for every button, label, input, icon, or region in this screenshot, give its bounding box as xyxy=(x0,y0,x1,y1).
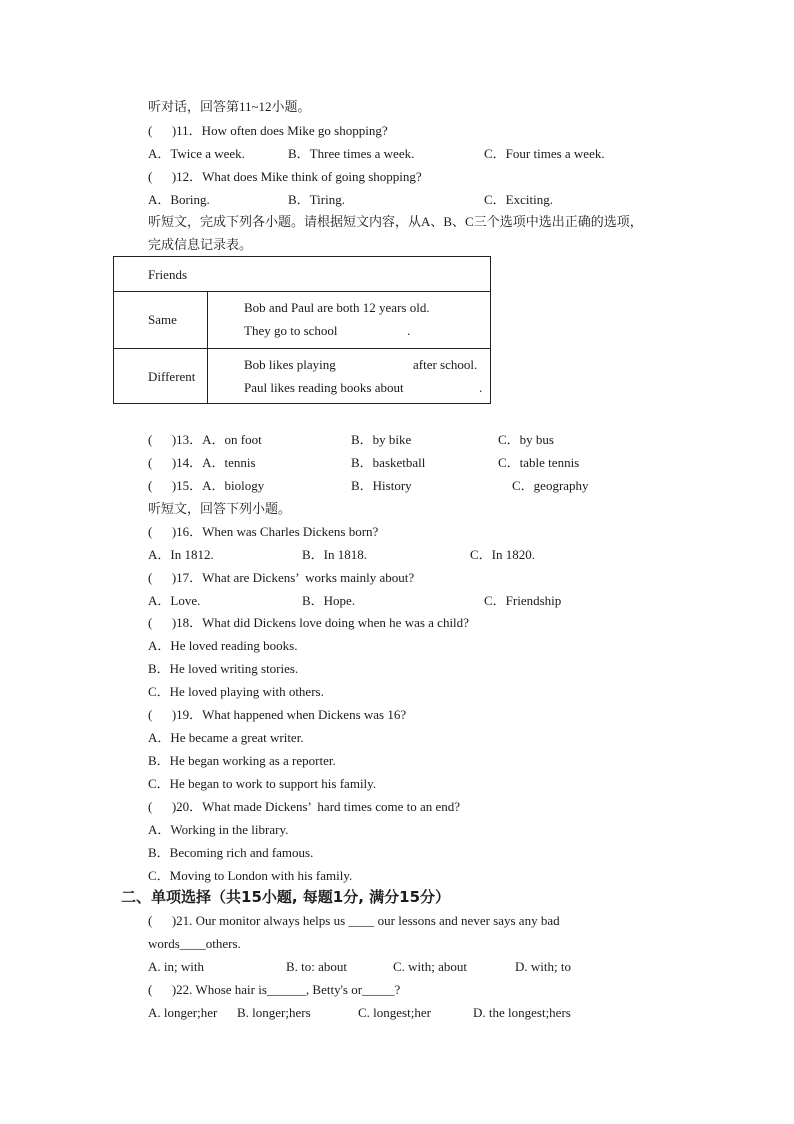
option-c: C．He began to work to support his family. xyxy=(148,776,377,791)
question-stem: ( )11．How often does Mike go shopping? xyxy=(148,123,388,138)
question-stem: ( )15．A．biology xyxy=(148,478,265,493)
table-divider xyxy=(114,291,490,292)
option-c: C. with; about xyxy=(393,959,468,974)
option-b: B. to: about xyxy=(286,959,348,974)
question-stem: ( )16．When was Charles Dickens born? xyxy=(148,524,379,539)
option-b: B．He loved writing stories. xyxy=(148,661,299,676)
answer-blank[interactable] xyxy=(350,337,406,338)
section-intro: 听短文，完成下列各小题。请根据短文内容，从A、B、C三个选项中选出正确的选项， xyxy=(148,214,643,229)
question-stem: ( )20．What made Dickens’ hard times come to an end? xyxy=(148,799,461,814)
option-a: A. longer;her xyxy=(148,1005,218,1020)
option-c: C．Exciting. xyxy=(484,192,553,207)
option-c: C．Four times a week. xyxy=(484,146,605,161)
option-a: A．Love. xyxy=(148,593,201,608)
option-c: C．Moving to London with his family. xyxy=(148,868,353,883)
table-cell-end: . xyxy=(479,380,483,395)
option-a: A. in; with xyxy=(148,959,204,974)
question-stem: ( )18．What did Dickens love doing when he was a child? xyxy=(148,615,469,630)
table-cell: Paul likes reading books about xyxy=(244,380,404,395)
option-a: A．He loved reading books. xyxy=(148,638,298,653)
option-c: C．by bus xyxy=(498,432,554,447)
table-cell: Bob and Paul are both 12 years old. xyxy=(244,300,430,315)
option-b: B．basketball xyxy=(351,455,426,470)
option-d: D. the longest;hers xyxy=(473,1005,571,1020)
table-cell: Bob likes playing xyxy=(244,357,336,372)
option-b: B．In 1818. xyxy=(302,547,368,562)
question-stem: ( )19．What happened when Dickens was 16? xyxy=(148,707,407,722)
option-a: A．Twice a week. xyxy=(148,146,245,161)
option-b: B．He began working as a reporter. xyxy=(148,753,336,768)
option-a: A．Working in the library. xyxy=(148,822,289,837)
option-c: C．table tennis xyxy=(498,455,580,470)
table-title: Friends xyxy=(148,267,187,282)
question-stem: ( )12．What does Mike think of going shopping? xyxy=(148,169,422,184)
table-cell-end: after school. xyxy=(413,357,478,372)
option-c: C．Friendship xyxy=(484,593,562,608)
question-stem: ( )13．A．on foot xyxy=(148,432,262,447)
option-a: A．In 1812. xyxy=(148,547,214,562)
option-c: C．He loved playing with others. xyxy=(148,684,324,699)
table-cell: They go to school xyxy=(244,323,338,338)
option-b: B．History xyxy=(351,478,412,493)
option-b: B．by bike xyxy=(351,432,412,447)
option-c: C. longest;her xyxy=(358,1005,431,1020)
table-label-different: Different xyxy=(148,369,196,384)
option-d: D. with; to xyxy=(515,959,571,974)
option-a: A．Boring. xyxy=(148,192,210,207)
question-stem: ( )22. Whose hair is______, Betty's or_____? xyxy=(148,982,401,997)
option-b: B．Tiring. xyxy=(288,192,345,207)
option-b: B．Three times a week. xyxy=(288,146,415,161)
question-stem-cont: words____others. xyxy=(148,936,241,951)
table-label-same: Same xyxy=(148,312,177,327)
option-c: C．geography xyxy=(512,478,589,493)
section-intro-cont: 完成信息记录表。 xyxy=(148,237,253,252)
table-divider xyxy=(114,348,490,349)
option-b: B．Hope. xyxy=(302,593,356,608)
table-cell-end: . xyxy=(407,323,411,338)
option-b: B．Becoming rich and famous. xyxy=(148,845,314,860)
part-heading: 二、单项选择（共15小题, 每题1分, 满分15分） xyxy=(121,888,451,906)
question-stem: ( )21. Our monitor always helps us ____ our lessons and never says any bad xyxy=(148,913,560,928)
option-b: B. longer;hers xyxy=(237,1005,311,1020)
section-intro: 听对话，回答第11~12小题。 xyxy=(148,99,311,114)
option-c: C．In 1820. xyxy=(470,547,536,562)
question-stem: ( )14．A．tennis xyxy=(148,455,256,470)
question-stem: ( )17．What are Dickens’ works mainly about? xyxy=(148,570,415,585)
section-intro: 听短文，回答下列小题。 xyxy=(148,501,292,516)
table-divider xyxy=(207,291,208,404)
option-a: A．He became a great writer. xyxy=(148,730,304,745)
